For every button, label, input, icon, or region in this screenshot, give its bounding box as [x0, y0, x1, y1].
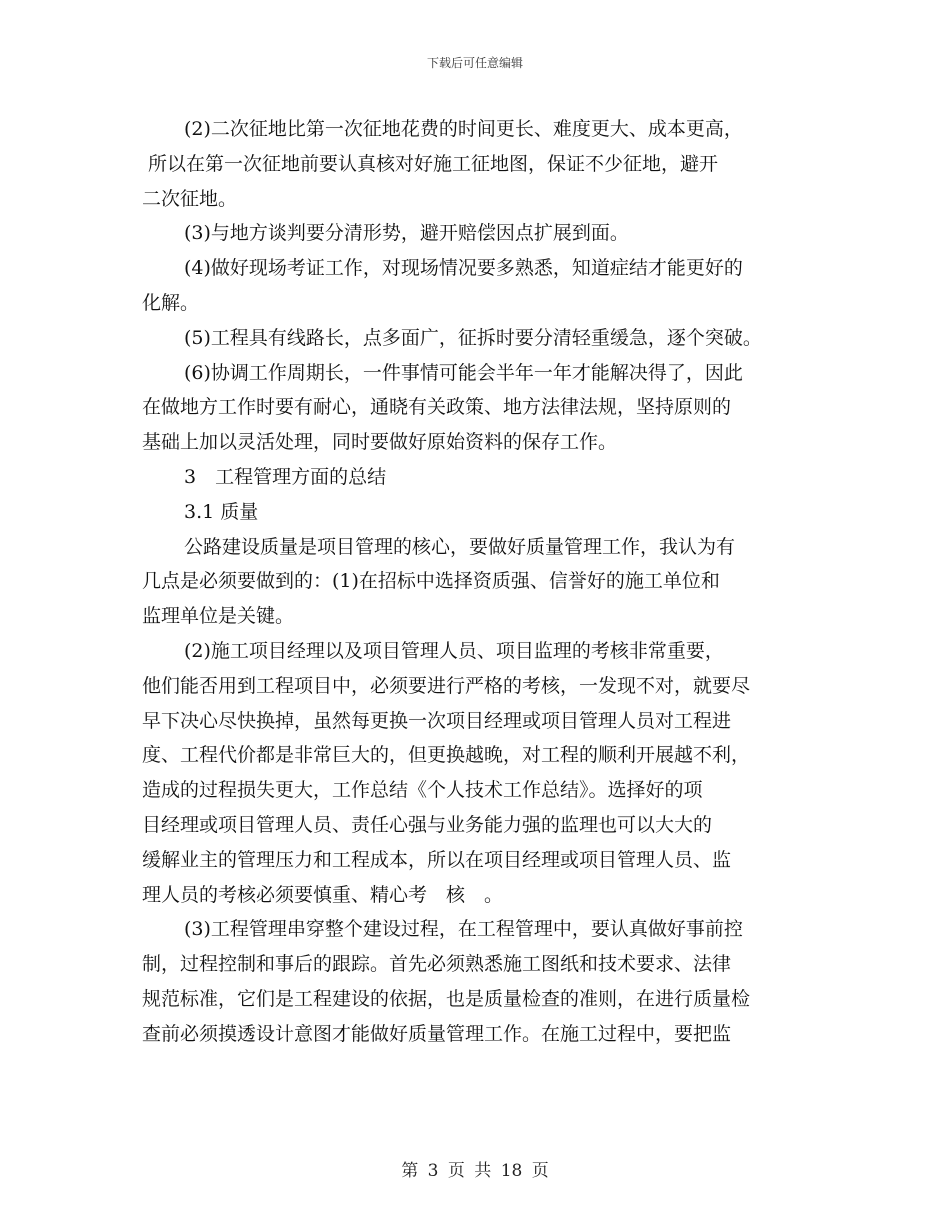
paragraph-line: 二次征地。: [142, 187, 238, 210]
paragraph-line: 在做地方工作时要有耐心，通晓有关政策、地方法律法规，坚持原则的: [142, 396, 732, 419]
paragraph-line: 规范标准，它们是工程建设的依据，也是质量检查的准则，在进行质量检: [142, 987, 751, 1010]
subsection-heading: 3.1 质量: [184, 500, 259, 523]
paragraph-line: 理人员的考核必须要慎重、精心考 核 。: [142, 883, 504, 906]
paragraph-line: 早下决心尽快换掉，虽然每更换一次项目经理或项目管理人员对工程进: [142, 709, 732, 732]
paragraph-line: 化解。: [142, 291, 200, 314]
paragraph-line: (3)与地方谈判要分清形势，避开赔偿因点扩展到面。: [184, 222, 629, 245]
paragraph-line: 基础上加以灵活处理，同时要做好原始资料的保存工作。: [142, 431, 618, 454]
paragraph-line: (4)做好现场考证工作，对现场情况要多熟悉，知道症结才能更好的: [184, 257, 743, 280]
paragraph-line: 几点是必须要做到的：(1)在招标中选择资质强、信誉好的施工单位和: [142, 570, 720, 593]
paragraph-line: (5)工程具有线路长，点多面广，征拆时要分清轻重缓急，逐个突破。: [184, 326, 762, 349]
paragraph-line: (3)工程管理串穿整个建设过程，在工程管理中，要认真做好事前控: [184, 918, 743, 941]
paragraph-line: 制，过程控制和事后的跟踪。首先必须熟悉施工图纸和技术要求、法律: [142, 953, 732, 976]
paragraph-line: 他们能否用到工程项目中，必须要进行严格的考核，一发现不对，就要尽: [142, 674, 751, 697]
paragraph-line: 缓解业主的管理压力和工程成本，所以在项目经理或项目管理人员、监: [142, 848, 732, 871]
page-header: 下载后可任意编辑: [426, 56, 523, 70]
paragraph-line: 公路建设质量是项目管理的核心，要做好质量管理工作，我认为有: [184, 535, 736, 558]
page-footer: 第 3 页 共 18 页: [401, 1161, 549, 1181]
paragraph-line: (2)施工项目经理以及项目管理人员、项目监理的考核非常重要，: [184, 639, 724, 662]
document-body: [142, 112, 832, 1052]
paragraph-line: (2)二次征地比第一次征地花费的时间更长、难度更大、成本更高，: [184, 118, 743, 140]
paragraph-line: 度、工程代价都是非常巨大的，但更换越晚，对工程的顺利开展越不利，: [142, 744, 751, 767]
section-heading: 3 工程管理方面的总结: [184, 465, 387, 488]
paragraph-line: 造成的过程损失更大，工作总结《个人技术工作总结》。选择好的项: [142, 779, 703, 802]
paragraph-line: 监理单位是关键。: [142, 605, 295, 628]
paragraph-line: 目经理或项目管理人员、责任心强与业务能力强的监理也可以大大的: [142, 813, 713, 836]
paragraph-line: 所以在第一次征地前要认真核对好施工征地图，保证不少征地，避开: [148, 152, 719, 175]
paragraph-line: (6)协调工作周期长，一件事情可能会半年一年才能解决得了，因此: [184, 361, 743, 384]
paragraph-line: 查前必须摸透设计意图才能做好质量管理工作。在施工过程中，要把监: [142, 1022, 732, 1045]
